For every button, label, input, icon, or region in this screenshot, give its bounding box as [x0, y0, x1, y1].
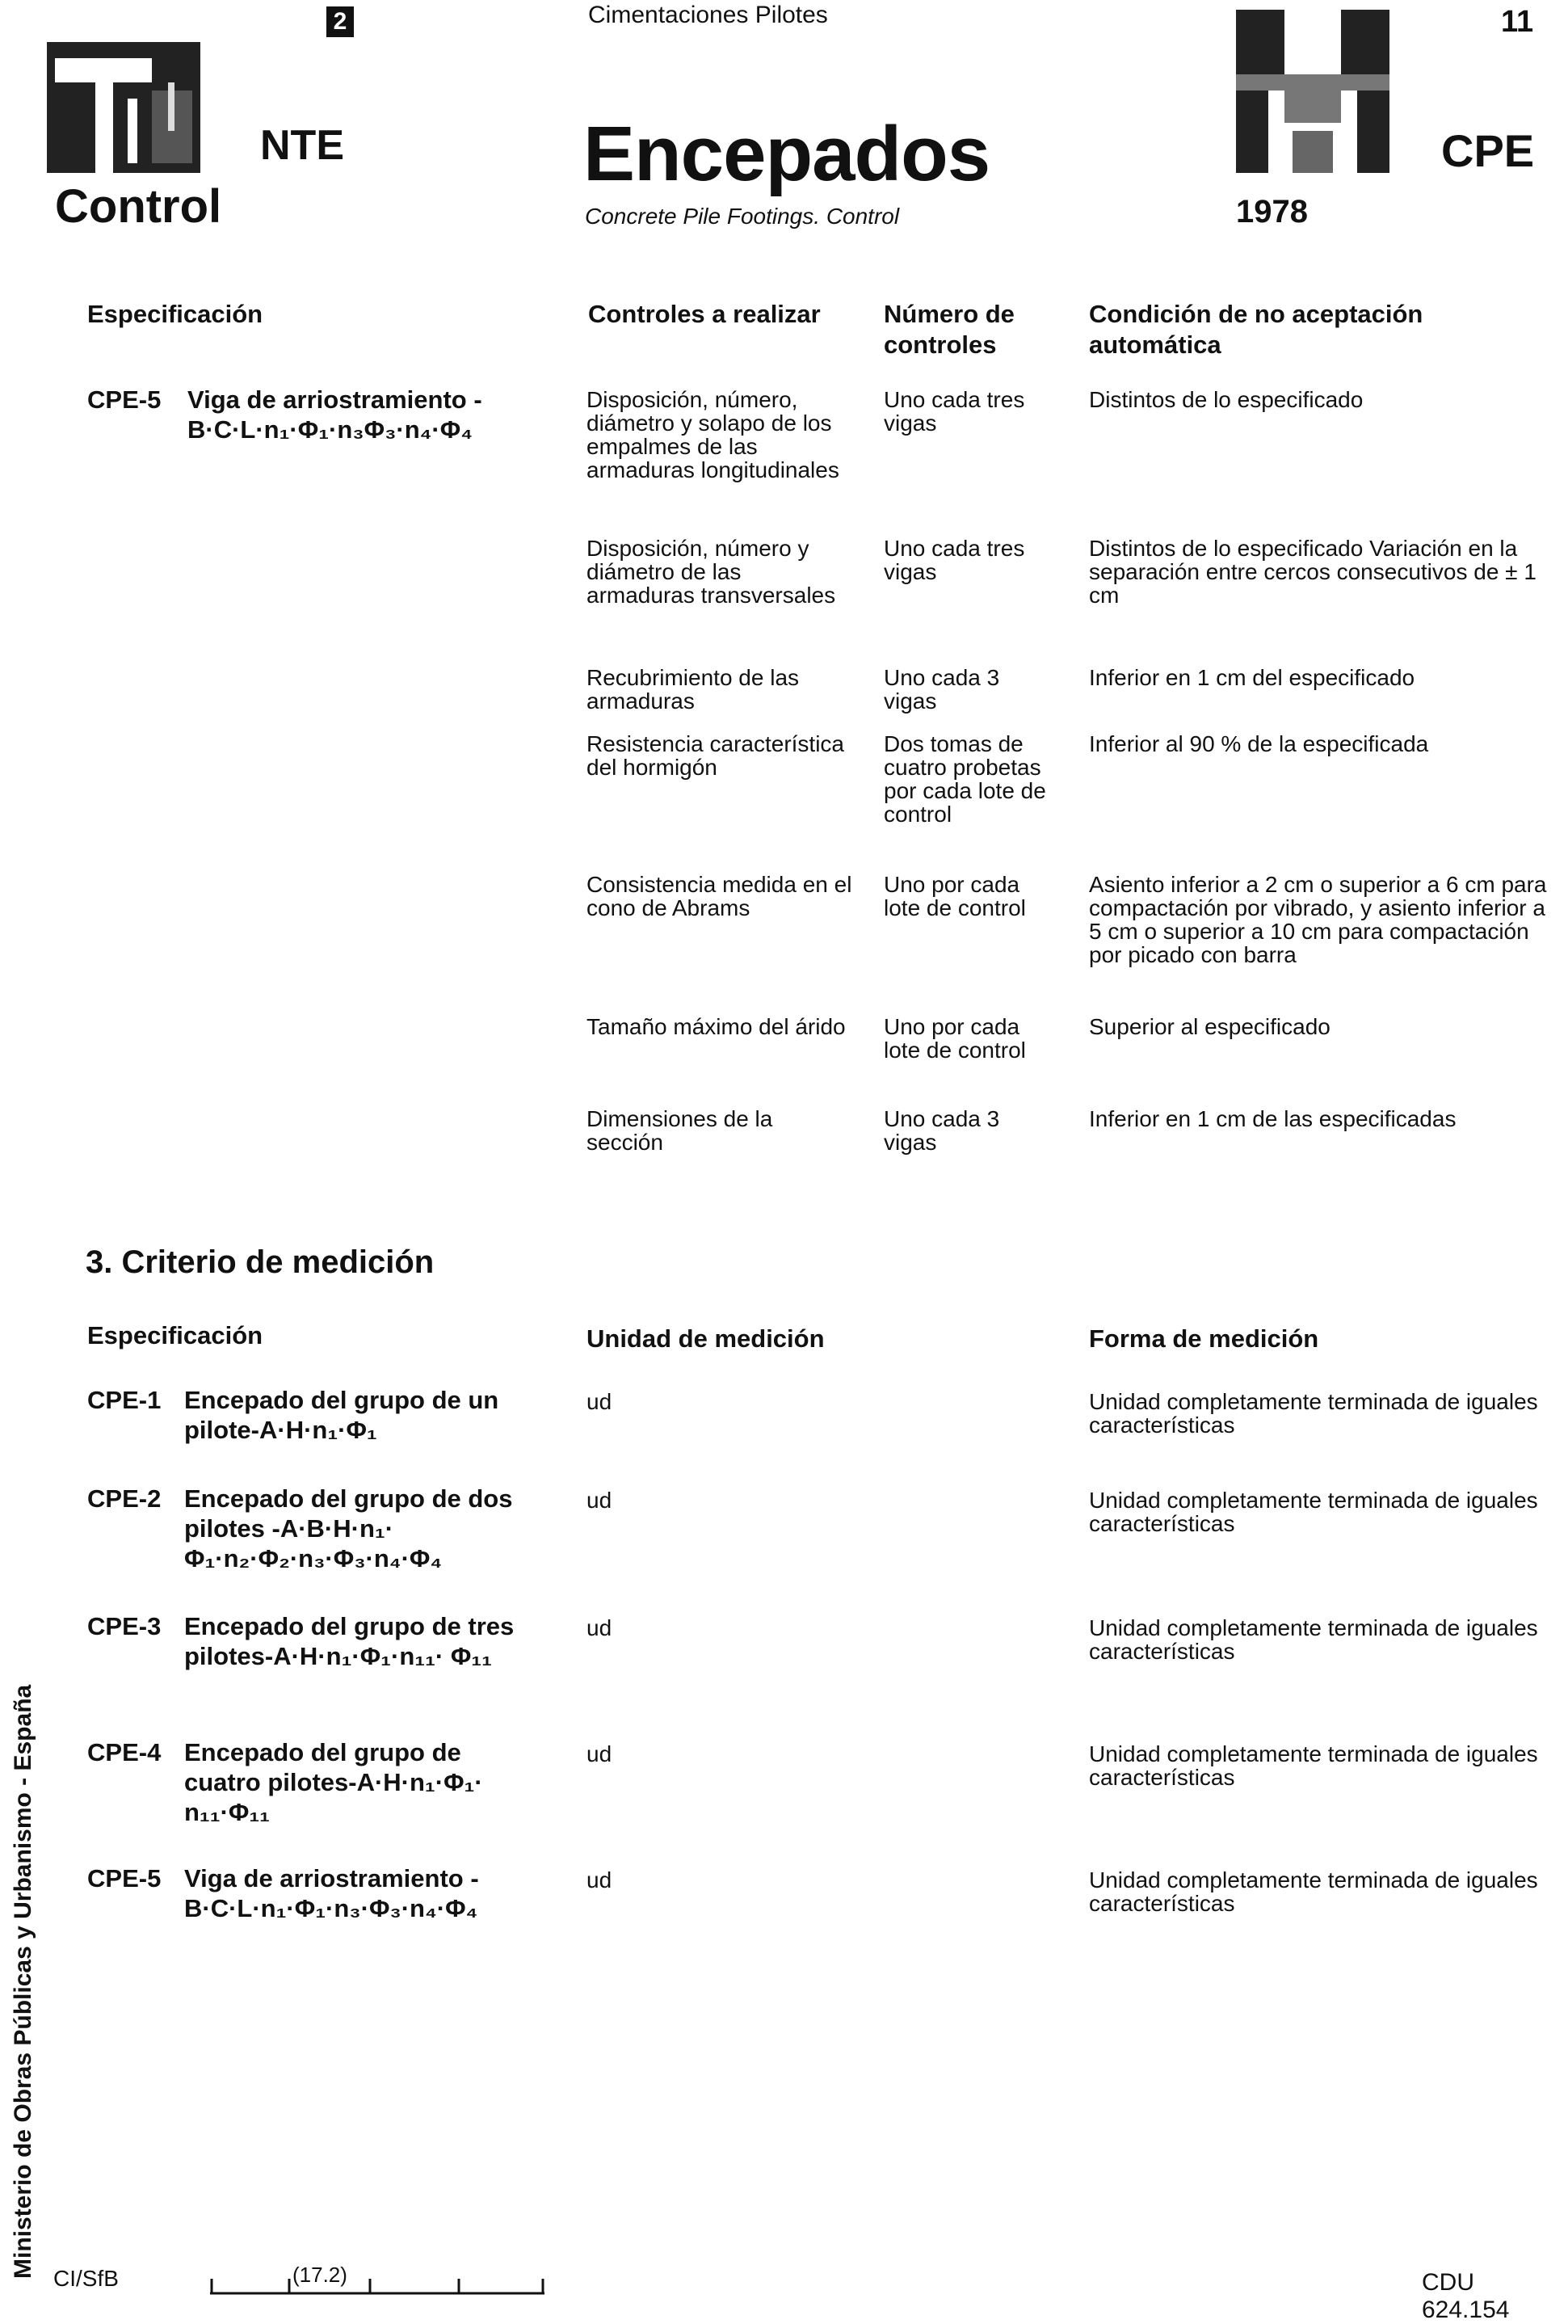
count-cell: Uno cada tres vigas	[884, 536, 1025, 584]
count-cell: Uno cada 3 vigas	[884, 1106, 1000, 1155]
form-cell: Unidad completamente terminada de iguales características	[1089, 1389, 1538, 1438]
cpe-logo	[1236, 10, 1389, 173]
spec-code: CPE-3	[87, 1612, 162, 1640]
document-code: CPE	[1441, 125, 1535, 176]
publication-year: 1978	[1236, 194, 1308, 229]
spec-text: Encepado del grupo de cuatro pilotes-A·H·n₁·Φ₁· n₁₁·Φ₁₁	[184, 1738, 483, 1826]
cdu-code: CDU 624.154	[1422, 2269, 1510, 2323]
control-cell: Disposición, número, diámetro y solapo de los empalmes de las armaduras longitudinales	[586, 387, 839, 482]
unit-cell: ud	[586, 1741, 612, 1766]
condition-cell: Asiento inferior a 2 cm o superior a 6 cm para compactación por vibrado, y asiento inferior a 5 cm o superior a 10 cm para compactación por picado con barra	[1089, 872, 1547, 967]
spec-code: CPE-1	[87, 1386, 162, 1414]
cisfb-label: CI/SfB	[53, 2266, 119, 2291]
unit-cell: ud	[586, 1389, 612, 1414]
header-condition: Condición de no aceptación automática	[1089, 300, 1423, 359]
spec-text: Viga de arriostramiento -B·C·L·n₁·Φ₁·n₃Φ₃·n₄·Φ₄	[187, 385, 482, 444]
cisfb-code: (17.2)	[292, 2263, 347, 2287]
section-title: 3. Criterio de medición	[86, 1244, 435, 1280]
control-cell: Tamaño máximo del árido	[586, 1014, 846, 1039]
header-spec: Especificación	[87, 300, 263, 328]
condition-cell: Distintos de lo especificado Variación en la separación entre cercos consecutivos de ± 1 cm	[1089, 536, 1536, 608]
spec-text: Encepado del grupo de dos pilotes -A·B·H·n₁· Φ₁·n₂·Φ₂·n₃·Φ₃·n₄·Φ₄	[184, 1484, 513, 1572]
nte-logo	[47, 10, 200, 173]
condition-cell: Distintos de lo especificado	[1089, 387, 1364, 412]
page-number: 11	[1501, 5, 1534, 39]
cisfb-bracket	[208, 2271, 548, 2297]
spec-text: Viga de arriostramiento -B·C·L·n₁·Φ₁·n₃·Φ₃·n₄·Φ₄	[184, 1864, 479, 1922]
series-title: Cimentaciones Pilotes	[588, 2, 828, 28]
unit-cell: ud	[586, 1615, 612, 1640]
spec-code: CPE-2	[87, 1484, 162, 1513]
spec-text: Encepado del grupo de tres pilotes-A·H·n₁·Φ₁·n₁₁· Φ₁₁	[184, 1612, 515, 1670]
header-spec: Especificación	[87, 1321, 263, 1349]
count-cell: Dos tomas de cuatro probetas por cada lote de control	[884, 731, 1046, 827]
spec-code: CPE-5	[87, 385, 162, 414]
control-cell: Resistencia característica del hormigón	[586, 731, 845, 780]
form-cell: Unidad completamente terminada de iguales características	[1089, 1741, 1538, 1790]
nte-label: NTE	[260, 122, 344, 169]
ministry-sidebar: Ministerio de Obras Públicas y Urbanismo - España	[10, 1684, 36, 2279]
count-cell: Uno por cada lote de control	[884, 872, 1026, 920]
form-cell: Unidad completamente terminada de iguales características	[1089, 1615, 1538, 1664]
header-count: Número de controles	[884, 300, 1015, 359]
page-title: Encepados	[583, 111, 990, 197]
spec-code: CPE-4	[87, 1738, 162, 1766]
condition-cell: Superior al especificado	[1089, 1014, 1330, 1039]
page-subtitle: Concrete Pile Footings. Control	[585, 204, 900, 229]
condition-cell: Inferior en 1 cm del especificado	[1089, 665, 1415, 690]
control-cell: Dimensiones de la sección	[586, 1106, 773, 1155]
unit-cell: ud	[586, 1867, 612, 1892]
count-cell: Uno cada 3 vigas	[884, 665, 1000, 714]
header-controls: Controles a realizar	[588, 300, 821, 328]
form-cell: Unidad completamente terminada de iguales características	[1089, 1488, 1538, 1536]
condition-cell: Inferior al 90 % de la especificada	[1089, 731, 1429, 756]
control-cell: Recubrimiento de las armaduras	[586, 665, 800, 714]
form-cell: Unidad completamente terminada de iguales características	[1089, 1867, 1538, 1916]
spec-code: CPE-5	[87, 1864, 162, 1892]
count-cell: Uno por cada lote de control	[884, 1014, 1026, 1063]
control-cell: Consistencia medida en el cono de Abrams	[586, 872, 852, 920]
unit-cell: ud	[586, 1488, 612, 1513]
count-cell: Uno cada tres vigas	[884, 387, 1025, 436]
control-cell: Disposición, número y diámetro de las armaduras transversales	[586, 536, 836, 608]
header-form: Forma de medición	[1089, 1324, 1319, 1353]
condition-cell: Inferior en 1 cm de las especificadas	[1089, 1106, 1457, 1131]
spec-text: Encepado del grupo de un pilote-A·H·n₁·Φ₁	[184, 1386, 499, 1444]
section-label: Control	[55, 180, 222, 233]
header-unit: Unidad de medición	[586, 1324, 825, 1353]
page-badge: 2	[326, 6, 354, 37]
